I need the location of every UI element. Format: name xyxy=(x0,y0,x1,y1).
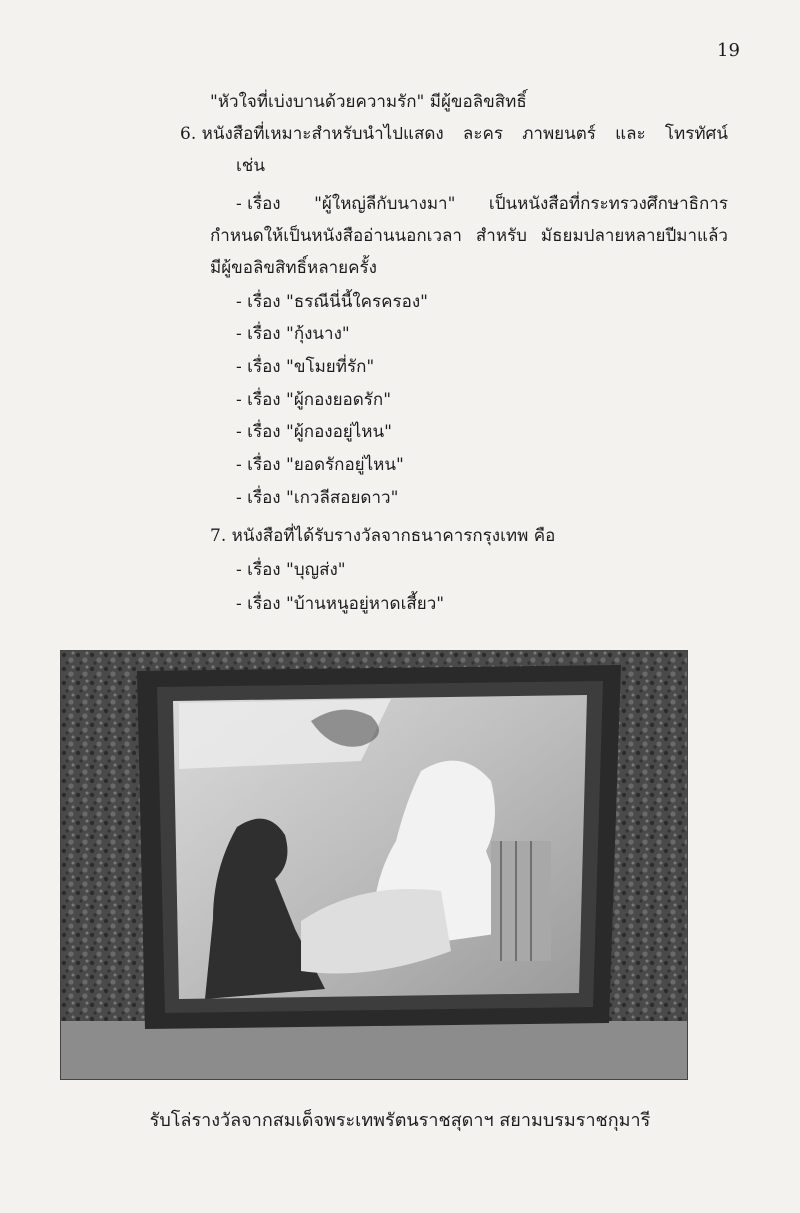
item-6-part: โทรทัศน์ xyxy=(664,124,728,144)
paragraph-part: กำหนดให้เป็นหนังสืออ่านนอกเวลา xyxy=(210,226,462,246)
item-7-heading: 7. หนังสือที่ได้รับรางวัลจากธนาคารกรุงเทพ คือ xyxy=(210,526,556,546)
item-6-part: ภาพยนตร์ xyxy=(522,124,596,144)
item-6-part: ละคร xyxy=(462,124,503,144)
photo-caption: รับโล่รางวัลจากสมเด็จพระเทพรัตนราชสุดาฯ สยามบรมราชกุมารี xyxy=(149,1110,651,1131)
story-note: เป็นหนังสือที่กระทรวงศึกษาธิการ xyxy=(488,194,728,214)
list-item: - เรื่อง "ยอดรักอยู่ไหน" xyxy=(236,455,404,475)
story-line xyxy=(236,190,728,219)
story-label: - เรื่อง xyxy=(236,194,281,214)
list-item: - เรื่อง "บุญส่ง" xyxy=(236,560,346,580)
list-item: - เรื่อง "ธรณีนี่นี้ใครครอง" xyxy=(236,292,428,312)
item-6-heading xyxy=(180,120,728,149)
award-photo xyxy=(60,650,688,1080)
paragraph-line xyxy=(210,222,728,251)
paragraph-line: มีผู้ขอลิขสิทธิ์หลายครั้ง xyxy=(210,258,377,278)
paragraph-part: สำหรับ xyxy=(475,226,527,246)
list-item: - เรื่อง "ผู้กองยอดรัก" xyxy=(236,390,392,410)
list-item: - เรื่อง "เกวลีสอยดาว" xyxy=(236,488,399,508)
line-1: "หัวใจที่เบ่งบานด้วยความรัก" มีผู้ขอลิขสิทธิ์ xyxy=(210,92,527,112)
item-6-part: 6. หนังสือที่เหมาะสำหรับนำไปแสดง xyxy=(180,124,444,144)
photo-illustration xyxy=(61,651,687,1079)
list-item: - เรื่อง "บ้านหนูอยู่หาดเสี้ยว" xyxy=(236,594,445,614)
item-6-continuation: เช่น xyxy=(236,156,265,176)
story-title: "ผู้ใหญ่ลีกับนางมา" xyxy=(314,194,456,214)
list-item: - เรื่อง "ผู้กองอยู่ไหน" xyxy=(236,422,392,442)
paragraph-part: มัธยมปลายหลายปีมาแล้ว xyxy=(540,226,728,246)
item-6-part: และ xyxy=(615,124,646,144)
page-number: 19 xyxy=(717,40,740,61)
list-item: - เรื่อง "กุ้งนาง" xyxy=(236,324,350,344)
list-item: - เรื่อง "ขโมยที่รัก" xyxy=(236,357,375,377)
